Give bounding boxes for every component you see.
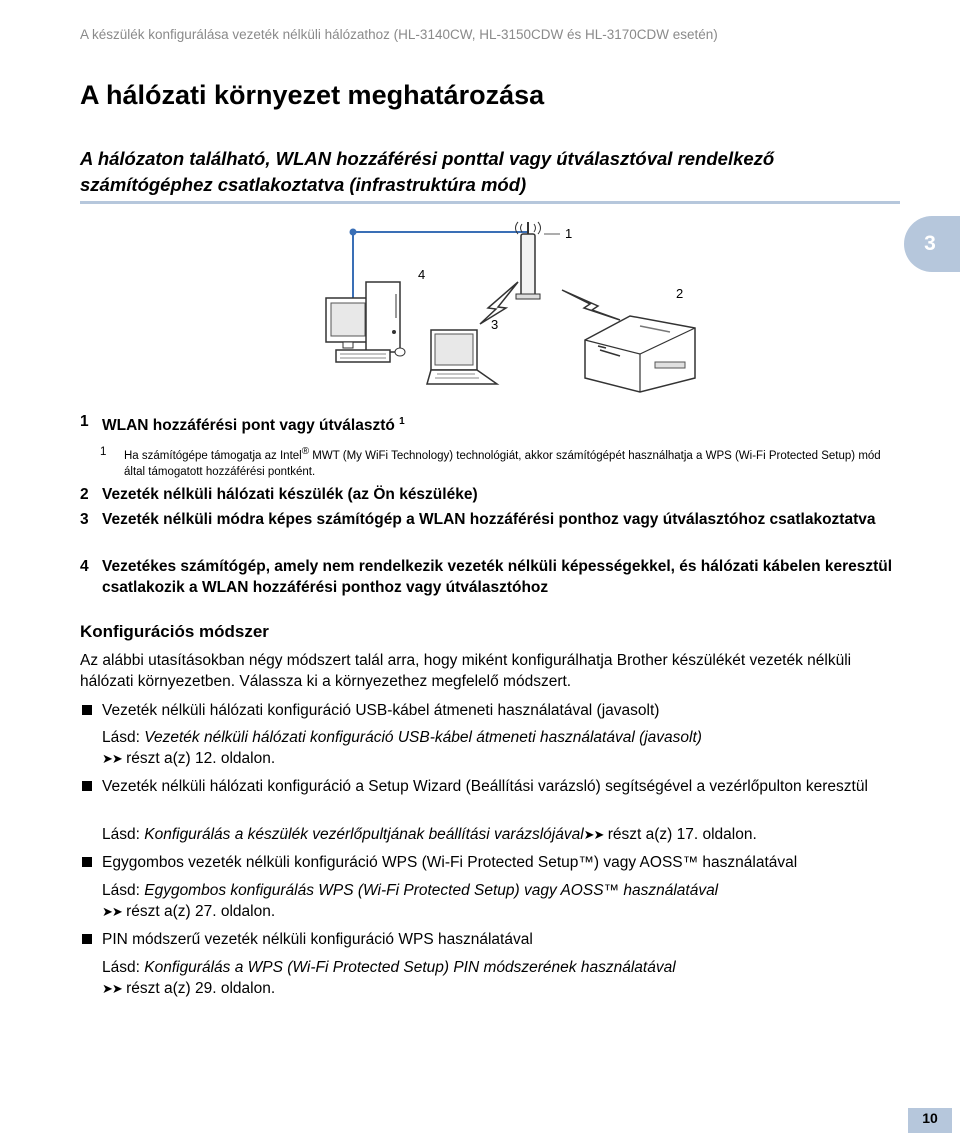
legend-text: WLAN hozzáférési pont vagy útválasztó: [102, 417, 395, 435]
ref-link[interactable]: Egygombos konfigurálás WPS (Wi-Fi Protected Setup) vagy AOSS™ használatával: [144, 882, 719, 899]
legend-text: Vezetékes számítógép, amely nem rendelkezik vezeték nélküli képességekkel, és hálózati kábelen keresztül csatlakozik a WLAN hozzáférési ponthoz vagy útválasztóhoz: [102, 558, 893, 596]
network-cable: [353, 232, 528, 242]
legend-number: 1: [80, 413, 89, 430]
wireless-link-laptop-icon: [480, 282, 518, 324]
footnote-text-b: MWT (My WiFi Technology) technológiát, akkor számítógépét használhatja a WPS (Wi-Fi Protected Setup) mód által támogatott hozzáférési pontként.: [124, 449, 881, 478]
ref-link[interactable]: Vezeték nélküli hálózati konfiguráció USB-kábel átmeneti használatával (javasolt): [144, 729, 702, 746]
ref-prefix: Lásd:: [102, 959, 145, 976]
legend-number: 2: [80, 486, 89, 503]
ref-page: részt a(z) 17. oldalon.: [603, 826, 757, 843]
diagram-label-4: 4: [418, 267, 426, 282]
double-arrow-icon: ➤➤: [102, 751, 122, 766]
ref-prefix: Lásd:: [102, 826, 145, 843]
method-reference-2: [102, 824, 902, 845]
bullet-square-icon: [82, 705, 92, 715]
laptop-icon: [427, 330, 497, 384]
footnote-text-a: Ha számítógépe támogatja az Intel: [124, 449, 302, 462]
legend-text: Vezeték nélküli hálózati készülék (az Ön készüléke): [102, 486, 478, 503]
ref-page: részt a(z) 12. oldalon.: [121, 750, 276, 767]
ref-link[interactable]: Konfigurálás a készülék vezérlőpultjának beállítási varázslójával: [144, 826, 584, 843]
section-intro: Az alábbi utasításokban négy módszert talál arra, hogy miként konfigurálhatja Brother készülékét vezeték nélküli hálózati környezetben. Válassza ki a környezethez megfelelő módszert.: [80, 652, 852, 690]
double-arrow-icon: ➤➤: [102, 981, 122, 996]
method-text: Vezeték nélküli hálózati konfiguráció a Setup Wizard (Beállítási varázsló) segítségével a vezérlőpulton keresztül: [102, 778, 868, 795]
page-title: A hálózati környezet meghatározása: [80, 80, 545, 110]
double-arrow-icon: ➤➤: [102, 904, 122, 919]
ref-page: részt a(z) 27. oldalon.: [121, 903, 276, 920]
method-text: PIN módszerű vezeték nélküli konfiguráció WPS használatával: [102, 931, 533, 948]
method-reference-1: [102, 727, 902, 769]
running-header: A készülék konfigurálása vezeték nélküli hálózathoz (HL-3140CW, HL-3150CDW és HL-3170CDW esetén): [80, 27, 718, 42]
page-number: 10: [922, 1110, 938, 1126]
diagram-label-2: 2: [676, 286, 684, 301]
diagram-label-1: 1: [565, 226, 573, 241]
registered-mark: ®: [301, 446, 310, 457]
bullet-square-icon: [82, 934, 92, 944]
section-heading: Konfigurációs módszer: [80, 622, 269, 641]
wireless-link-printer-icon: [562, 290, 620, 320]
method-reference-3: [102, 880, 902, 922]
legend-text: Vezeték nélküli módra képes számítógép a WLAN hozzáférési ponthoz vagy útválasztóhoz csatlakoztatva: [102, 511, 876, 528]
diagram-label-3: 3: [491, 317, 499, 332]
method-text: Vezeték nélküli hálózati konfiguráció USB-kábel átmeneti használatával (javasolt): [102, 702, 660, 719]
footnote-mark: 1: [100, 446, 107, 458]
method-reference-4: [102, 957, 902, 999]
title-rule: [80, 201, 900, 204]
printer-icon: [585, 316, 695, 392]
ref-page: részt a(z) 29. oldalon.: [121, 980, 276, 997]
bullet-square-icon: [82, 857, 92, 867]
ref-prefix: Lásd:: [102, 882, 145, 899]
wlan-router-icon: [516, 222, 541, 299]
double-arrow-icon: ➤➤: [583, 827, 604, 842]
legend-number: 4: [80, 558, 89, 575]
desktop-computer-icon: [326, 282, 405, 362]
network-diagram: [300, 212, 720, 410]
method-text: Egygombos vezeték nélküli konfiguráció WPS (Wi-Fi Protected Setup™) vagy AOSS™ használatával: [102, 854, 798, 871]
ref-link[interactable]: Konfigurálás a WPS (Wi-Fi Protected Setup) PIN módszerének használatával: [144, 959, 676, 976]
bullet-square-icon: [82, 781, 92, 791]
cable-junction-dot: [350, 229, 357, 236]
legend-number: 3: [80, 511, 89, 528]
ref-prefix: Lásd:: [102, 729, 145, 746]
footnote-reference: 1: [399, 416, 405, 427]
chapter-number: 3: [924, 232, 936, 255]
section-subtitle: A hálózaton található, WLAN hozzáférési ponttal vagy útválasztóval rendelkező számítógéphez csatlakoztatva (infrastruktúra mód): [80, 148, 775, 195]
